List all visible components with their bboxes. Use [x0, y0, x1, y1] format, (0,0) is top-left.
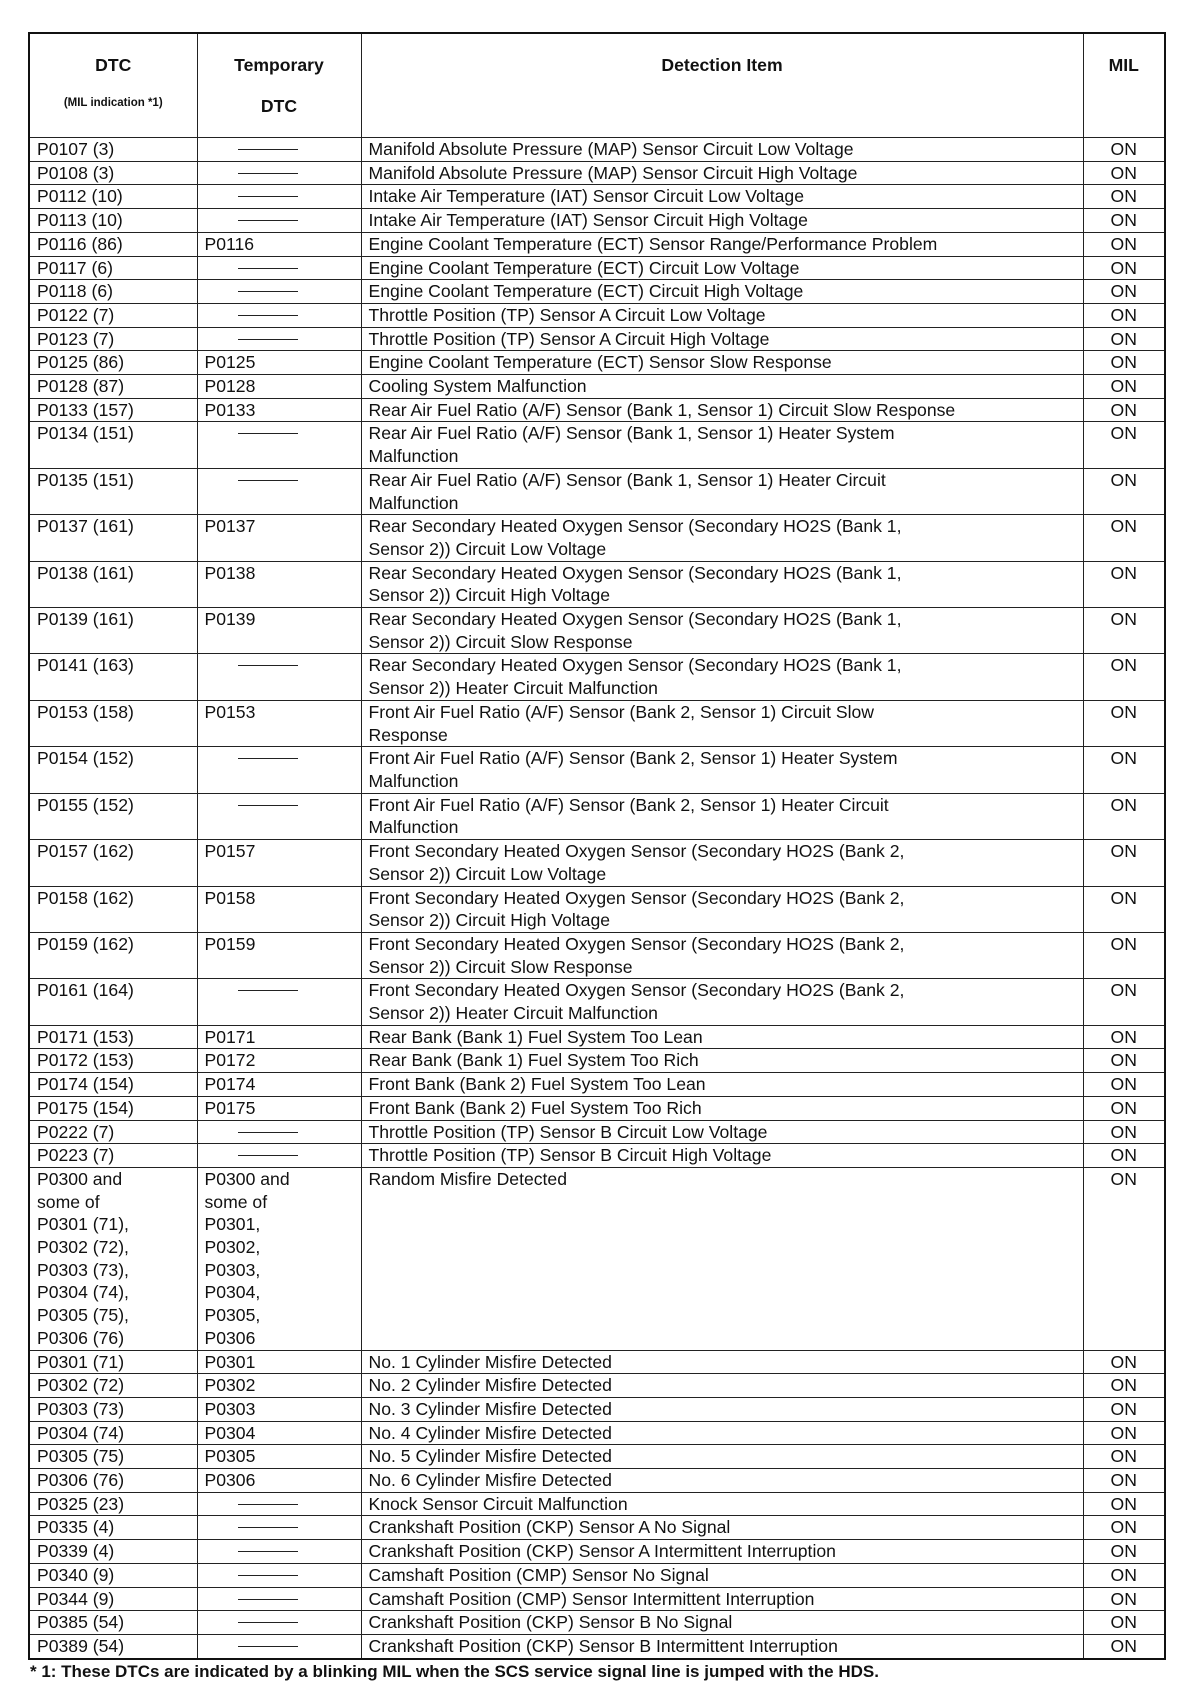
- detection-item: Front Bank (Bank 2) Fuel System Too Lean: [361, 1073, 1083, 1097]
- mil-status: ON: [1083, 1073, 1165, 1097]
- temporary-dtc: [197, 280, 361, 304]
- no-temporary-dtc-dash: [238, 990, 298, 991]
- temporary-dtc: P0159: [197, 932, 361, 978]
- dtc-code: P0305 (75): [29, 1445, 197, 1469]
- detection-item: Manifold Absolute Pressure (MAP) Sensor Circuit Low Voltage: [361, 138, 1083, 162]
- mil-status: ON: [1083, 886, 1165, 932]
- no-temporary-dtc-dash: [238, 1622, 298, 1623]
- mil-status: ON: [1083, 1445, 1165, 1469]
- mil-status: ON: [1083, 700, 1165, 746]
- no-temporary-dtc-dash: [238, 805, 298, 806]
- temporary-dtc: P0305: [197, 1445, 361, 1469]
- table-row: [29, 468, 1165, 514]
- table-row: [29, 1167, 1165, 1350]
- temporary-dtc: [197, 1611, 361, 1635]
- table-row: [29, 138, 1165, 162]
- dtc-code: P0139 (161): [29, 608, 197, 654]
- detection-item: Front Secondary Heated Oxygen Sensor (Secondary HO2S (Bank 2, Sensor 2)) Heater Circuit Malfunction: [361, 979, 1083, 1025]
- table-row: [29, 1540, 1165, 1564]
- dtc-code: P0118 (6): [29, 280, 197, 304]
- mil-status: ON: [1083, 747, 1165, 793]
- dtc-code: P0344 (9): [29, 1587, 197, 1611]
- temporary-dtc: [197, 1635, 361, 1659]
- table-row: [29, 256, 1165, 280]
- mil-status: ON: [1083, 979, 1165, 1025]
- dtc-code: P0172 (153): [29, 1049, 197, 1073]
- dtc-code: P0325 (23): [29, 1492, 197, 1516]
- dtc-code: P0159 (162): [29, 932, 197, 978]
- dtc-code: P0171 (153): [29, 1025, 197, 1049]
- no-temporary-dtc-dash: [238, 315, 298, 316]
- detection-item: No. 3 Cylinder Misfire Detected: [361, 1397, 1083, 1421]
- mil-status: ON: [1083, 1096, 1165, 1120]
- mil-status: ON: [1083, 1397, 1165, 1421]
- mil-status: ON: [1083, 1635, 1165, 1659]
- temporary-dtc: P0128: [197, 375, 361, 399]
- table-row: [29, 1144, 1165, 1168]
- header-temporary-dtc: [197, 33, 361, 138]
- mil-status: ON: [1083, 209, 1165, 233]
- mil-status: ON: [1083, 515, 1165, 561]
- temporary-dtc: P0137: [197, 515, 361, 561]
- no-temporary-dtc-dash: [238, 1551, 298, 1552]
- temporary-dtc: [197, 1563, 361, 1587]
- mil-status: ON: [1083, 1144, 1165, 1168]
- detection-item: Crankshaft Position (CKP) Sensor A Intermittent Interruption: [361, 1540, 1083, 1564]
- dtc-code: P0112 (10): [29, 185, 197, 209]
- mil-status: ON: [1083, 398, 1165, 422]
- mil-status: ON: [1083, 351, 1165, 375]
- dtc-code: P0128 (87): [29, 375, 197, 399]
- table-row: [29, 1611, 1165, 1635]
- mil-status: ON: [1083, 327, 1165, 351]
- table-row: [29, 515, 1165, 561]
- temporary-dtc: [197, 654, 361, 700]
- no-temporary-dtc-dash: [238, 1646, 298, 1647]
- dtc-code: P0339 (4): [29, 1540, 197, 1564]
- detection-item: No. 1 Cylinder Misfire Detected: [361, 1350, 1083, 1374]
- footnote: * 1: These DTCs are indicated by a blinking MIL when the SCS service signal line is jumped with the HDS.: [30, 1662, 879, 1681]
- mil-status: ON: [1083, 1587, 1165, 1611]
- temporary-dtc: [197, 1516, 361, 1540]
- dtc-code: P0161 (164): [29, 979, 197, 1025]
- temporary-dtc: P0304: [197, 1421, 361, 1445]
- dtc-code: P0123 (7): [29, 327, 197, 351]
- detection-item: Camshaft Position (CMP) Sensor No Signal: [361, 1563, 1083, 1587]
- no-temporary-dtc-dash: [238, 480, 298, 481]
- mil-status: ON: [1083, 608, 1165, 654]
- mil-status: ON: [1083, 161, 1165, 185]
- detection-item: Rear Bank (Bank 1) Fuel System Too Rich: [361, 1049, 1083, 1073]
- mil-status: ON: [1083, 232, 1165, 256]
- dtc-code: P0113 (10): [29, 209, 197, 233]
- dtc-code: P0306 (76): [29, 1469, 197, 1493]
- temporary-dtc: P0302: [197, 1374, 361, 1398]
- mil-status: ON: [1083, 1049, 1165, 1073]
- temporary-dtc: P0116: [197, 232, 361, 256]
- dtc-code: P0141 (163): [29, 654, 197, 700]
- temporary-dtc: P0172: [197, 1049, 361, 1073]
- temporary-dtc: [197, 979, 361, 1025]
- mil-status: ON: [1083, 1563, 1165, 1587]
- dtc-code: P0304 (74): [29, 1421, 197, 1445]
- temporary-dtc: P0157: [197, 840, 361, 886]
- table-row: [29, 327, 1165, 351]
- mil-status: ON: [1083, 654, 1165, 700]
- table-row: [29, 351, 1165, 375]
- header-mil: [1083, 33, 1165, 138]
- dtc-code: P0122 (7): [29, 303, 197, 327]
- table-row: [29, 608, 1165, 654]
- table-row: [29, 161, 1165, 185]
- temporary-dtc: [197, 138, 361, 162]
- detection-item: Engine Coolant Temperature (ECT) Sensor Range/Performance Problem: [361, 232, 1083, 256]
- table-row: [29, 1025, 1165, 1049]
- detection-item: Intake Air Temperature (IAT) Sensor Circuit Low Voltage: [361, 185, 1083, 209]
- no-temporary-dtc-dash: [238, 173, 298, 174]
- detection-item: Random Misfire Detected: [361, 1167, 1083, 1350]
- temporary-dtc: [197, 303, 361, 327]
- detection-item: Crankshaft Position (CKP) Sensor B No Signal: [361, 1611, 1083, 1635]
- no-temporary-dtc-dash: [238, 1504, 298, 1505]
- mil-status: ON: [1083, 1611, 1165, 1635]
- table-body: [29, 138, 1165, 1659]
- dtc-code: P0385 (54): [29, 1611, 197, 1635]
- header-temporary-line1: Temporary: [234, 55, 324, 75]
- mil-status: ON: [1083, 256, 1165, 280]
- dtc-table: [28, 32, 1166, 1660]
- temporary-dtc: [197, 1120, 361, 1144]
- detection-item: Crankshaft Position (CKP) Sensor B Intermittent Interruption: [361, 1635, 1083, 1659]
- no-temporary-dtc-dash: [238, 665, 298, 666]
- dtc-code: P0117 (6): [29, 256, 197, 280]
- dtc-code: P0107 (3): [29, 138, 197, 162]
- table-row: [29, 747, 1165, 793]
- table-header-row: [29, 33, 1165, 138]
- temporary-dtc: [197, 1540, 361, 1564]
- detection-item: Knock Sensor Circuit Malfunction: [361, 1492, 1083, 1516]
- table-row: [29, 209, 1165, 233]
- temporary-dtc: P0125: [197, 351, 361, 375]
- detection-item: Engine Coolant Temperature (ECT) Circuit Low Voltage: [361, 256, 1083, 280]
- table-row: [29, 1374, 1165, 1398]
- table-row: [29, 232, 1165, 256]
- mil-status: ON: [1083, 1469, 1165, 1493]
- temporary-dtc: P0138: [197, 561, 361, 607]
- temporary-dtc: [197, 209, 361, 233]
- temporary-dtc: [197, 793, 361, 839]
- dtc-code: P0223 (7): [29, 1144, 197, 1168]
- detection-item: Throttle Position (TP) Sensor A Circuit Low Voltage: [361, 303, 1083, 327]
- detection-item: Front Secondary Heated Oxygen Sensor (Secondary HO2S (Bank 2, Sensor 2)) Circuit Low Voltage: [361, 840, 1083, 886]
- detection-item: No. 5 Cylinder Misfire Detected: [361, 1445, 1083, 1469]
- dtc-code: P0154 (152): [29, 747, 197, 793]
- dtc-code: P0157 (162): [29, 840, 197, 886]
- mil-status: ON: [1083, 1374, 1165, 1398]
- mil-status: ON: [1083, 932, 1165, 978]
- detection-item: Front Secondary Heated Oxygen Sensor (Secondary HO2S (Bank 2, Sensor 2)) Circuit Slow Response: [361, 932, 1083, 978]
- table-row: [29, 1469, 1165, 1493]
- detection-item: Front Bank (Bank 2) Fuel System Too Rich: [361, 1096, 1083, 1120]
- detection-item: No. 4 Cylinder Misfire Detected: [361, 1421, 1083, 1445]
- dtc-code: P0134 (151): [29, 422, 197, 468]
- temporary-dtc: P0300 and some of P0301, P0302, P0303, P0304, P0305, P0306: [197, 1167, 361, 1350]
- detection-item: Rear Secondary Heated Oxygen Sensor (Secondary HO2S (Bank 1, Sensor 2)) Heater Circuit Malfunction: [361, 654, 1083, 700]
- detection-item: Rear Air Fuel Ratio (A/F) Sensor (Bank 1, Sensor 1) Heater System Malfunction: [361, 422, 1083, 468]
- dtc-code: P0174 (154): [29, 1073, 197, 1097]
- mil-status: ON: [1083, 422, 1165, 468]
- temporary-dtc: P0303: [197, 1397, 361, 1421]
- dtc-code: P0138 (161): [29, 561, 197, 607]
- no-temporary-dtc-dash: [238, 758, 298, 759]
- dtc-code: P0133 (157): [29, 398, 197, 422]
- table-row: [29, 1120, 1165, 1144]
- temporary-dtc: [197, 468, 361, 514]
- detection-item: Manifold Absolute Pressure (MAP) Sensor Circuit High Voltage: [361, 161, 1083, 185]
- dtc-code: P0158 (162): [29, 886, 197, 932]
- mil-status: ON: [1083, 1167, 1165, 1350]
- temporary-dtc: [197, 747, 361, 793]
- table-row: [29, 1073, 1165, 1097]
- header-dtc-sub: (MIL indication *1): [63, 97, 163, 109]
- header-detection-label: Detection Item: [661, 55, 783, 75]
- header-dtc: [29, 33, 197, 138]
- no-temporary-dtc-dash: [238, 149, 298, 150]
- table-row: [29, 932, 1165, 978]
- detection-item: Engine Coolant Temperature (ECT) Circuit High Voltage: [361, 280, 1083, 304]
- detection-item: Intake Air Temperature (IAT) Sensor Circuit High Voltage: [361, 209, 1083, 233]
- temporary-dtc: [197, 1587, 361, 1611]
- detection-item: Throttle Position (TP) Sensor B Circuit High Voltage: [361, 1144, 1083, 1168]
- no-temporary-dtc-dash: [238, 196, 298, 197]
- header-dtc-label: DTC: [95, 55, 132, 75]
- dtc-code: P0222 (7): [29, 1120, 197, 1144]
- mil-status: ON: [1083, 375, 1165, 399]
- mil-status: ON: [1083, 138, 1165, 162]
- table-row: [29, 1492, 1165, 1516]
- detection-item: No. 6 Cylinder Misfire Detected: [361, 1469, 1083, 1493]
- mil-status: ON: [1083, 468, 1165, 514]
- detection-item: Cooling System Malfunction: [361, 375, 1083, 399]
- table-row: [29, 280, 1165, 304]
- mil-status: ON: [1083, 1025, 1165, 1049]
- detection-item: Throttle Position (TP) Sensor A Circuit High Voltage: [361, 327, 1083, 351]
- detection-item: Rear Air Fuel Ratio (A/F) Sensor (Bank 1, Sensor 1) Circuit Slow Response: [361, 398, 1083, 422]
- detection-item: Front Air Fuel Ratio (A/F) Sensor (Bank 2, Sensor 1) Heater System Malfunction: [361, 747, 1083, 793]
- dtc-code: P0108 (3): [29, 161, 197, 185]
- temporary-dtc: P0306: [197, 1469, 361, 1493]
- detection-item: Front Air Fuel Ratio (A/F) Sensor (Bank 2, Sensor 1) Circuit Slow Response: [361, 700, 1083, 746]
- table-row: [29, 793, 1165, 839]
- table-row: [29, 979, 1165, 1025]
- table-row: [29, 1049, 1165, 1073]
- dtc-code: P0301 (71): [29, 1350, 197, 1374]
- temporary-dtc: [197, 1144, 361, 1168]
- no-temporary-dtc-dash: [238, 291, 298, 292]
- no-temporary-dtc-dash: [238, 433, 298, 434]
- dtc-code: P0137 (161): [29, 515, 197, 561]
- detection-item: Engine Coolant Temperature (ECT) Sensor Slow Response: [361, 351, 1083, 375]
- detection-item: Throttle Position (TP) Sensor B Circuit Low Voltage: [361, 1120, 1083, 1144]
- mil-status: ON: [1083, 1516, 1165, 1540]
- mil-status: ON: [1083, 1120, 1165, 1144]
- table-row: [29, 1587, 1165, 1611]
- detection-item: Rear Secondary Heated Oxygen Sensor (Secondary HO2S (Bank 1, Sensor 2)) Circuit Low Voltage: [361, 515, 1083, 561]
- no-temporary-dtc-dash: [238, 1527, 298, 1528]
- no-temporary-dtc-dash: [238, 268, 298, 269]
- detection-item: Rear Secondary Heated Oxygen Sensor (Secondary HO2S (Bank 1, Sensor 2)) Circuit Slow Response: [361, 608, 1083, 654]
- table-row: [29, 1421, 1165, 1445]
- table-row: [29, 1350, 1165, 1374]
- dtc-code: P0125 (86): [29, 351, 197, 375]
- no-temporary-dtc-dash: [238, 1599, 298, 1600]
- temporary-dtc: P0139: [197, 608, 361, 654]
- header-detection-item: [361, 33, 1083, 138]
- dtc-code: P0300 and some of P0301 (71), P0302 (72), P0303 (73), P0304 (74), P0305 (75), P0306 (76): [29, 1167, 197, 1350]
- dtc-code: P0303 (73): [29, 1397, 197, 1421]
- no-temporary-dtc-dash: [238, 1155, 298, 1156]
- table-row: [29, 654, 1165, 700]
- table-row: [29, 303, 1165, 327]
- mil-status: ON: [1083, 1421, 1165, 1445]
- mil-status: ON: [1083, 1350, 1165, 1374]
- mil-status: ON: [1083, 280, 1165, 304]
- dtc-code: P0389 (54): [29, 1635, 197, 1659]
- temporary-dtc: P0301: [197, 1350, 361, 1374]
- header-temporary-line2: DTC: [260, 96, 298, 116]
- no-temporary-dtc-dash: [238, 1575, 298, 1576]
- dtc-code: P0135 (151): [29, 468, 197, 514]
- table-row: [29, 1445, 1165, 1469]
- temporary-dtc: [197, 1492, 361, 1516]
- dtc-code: P0302 (72): [29, 1374, 197, 1398]
- table-row: [29, 422, 1165, 468]
- table-row: [29, 700, 1165, 746]
- detection-item: Front Air Fuel Ratio (A/F) Sensor (Bank 2, Sensor 1) Heater Circuit Malfunction: [361, 793, 1083, 839]
- mil-status: ON: [1083, 1492, 1165, 1516]
- detection-item: No. 2 Cylinder Misfire Detected: [361, 1374, 1083, 1398]
- temporary-dtc: P0133: [197, 398, 361, 422]
- table-row: [29, 886, 1165, 932]
- mil-status: ON: [1083, 561, 1165, 607]
- table-row: [29, 398, 1165, 422]
- mil-status: ON: [1083, 185, 1165, 209]
- dtc-code: P0175 (154): [29, 1096, 197, 1120]
- dtc-table-page: [28, 32, 1164, 1681]
- temporary-dtc: P0158: [197, 886, 361, 932]
- detection-item: Camshaft Position (CMP) Sensor Intermittent Interruption: [361, 1587, 1083, 1611]
- dtc-code: P0155 (152): [29, 793, 197, 839]
- mil-status: ON: [1083, 303, 1165, 327]
- dtc-code: P0335 (4): [29, 1516, 197, 1540]
- table-row: [29, 1516, 1165, 1540]
- dtc-code: P0116 (86): [29, 232, 197, 256]
- detection-item: Rear Secondary Heated Oxygen Sensor (Secondary HO2S (Bank 1, Sensor 2)) Circuit High Voltage: [361, 561, 1083, 607]
- table-row: [29, 1397, 1165, 1421]
- table-row: [29, 561, 1165, 607]
- detection-item: Rear Bank (Bank 1) Fuel System Too Lean: [361, 1025, 1083, 1049]
- mil-status: ON: [1083, 793, 1165, 839]
- detection-item: Front Secondary Heated Oxygen Sensor (Secondary HO2S (Bank 2, Sensor 2)) Circuit High Voltage: [361, 886, 1083, 932]
- no-temporary-dtc-dash: [238, 220, 298, 221]
- table-row: [29, 840, 1165, 886]
- temporary-dtc: [197, 161, 361, 185]
- temporary-dtc: P0171: [197, 1025, 361, 1049]
- temporary-dtc: [197, 422, 361, 468]
- table-row: [29, 185, 1165, 209]
- table-row: [29, 1563, 1165, 1587]
- no-temporary-dtc-dash: [238, 1132, 298, 1133]
- temporary-dtc: [197, 327, 361, 351]
- dtc-code: P0153 (158): [29, 700, 197, 746]
- detection-item: Rear Air Fuel Ratio (A/F) Sensor (Bank 1, Sensor 1) Heater Circuit Malfunction: [361, 468, 1083, 514]
- detection-item: Crankshaft Position (CKP) Sensor A No Signal: [361, 1516, 1083, 1540]
- mil-status: ON: [1083, 1540, 1165, 1564]
- dtc-code: P0340 (9): [29, 1563, 197, 1587]
- temporary-dtc: P0153: [197, 700, 361, 746]
- no-temporary-dtc-dash: [238, 339, 298, 340]
- table-row: [29, 1635, 1165, 1659]
- mil-status: ON: [1083, 840, 1165, 886]
- table-row: [29, 375, 1165, 399]
- temporary-dtc: [197, 256, 361, 280]
- temporary-dtc: [197, 185, 361, 209]
- temporary-dtc: P0174: [197, 1073, 361, 1097]
- table-row: [29, 1096, 1165, 1120]
- header-mil-label: MIL: [1108, 55, 1139, 75]
- temporary-dtc: P0175: [197, 1096, 361, 1120]
